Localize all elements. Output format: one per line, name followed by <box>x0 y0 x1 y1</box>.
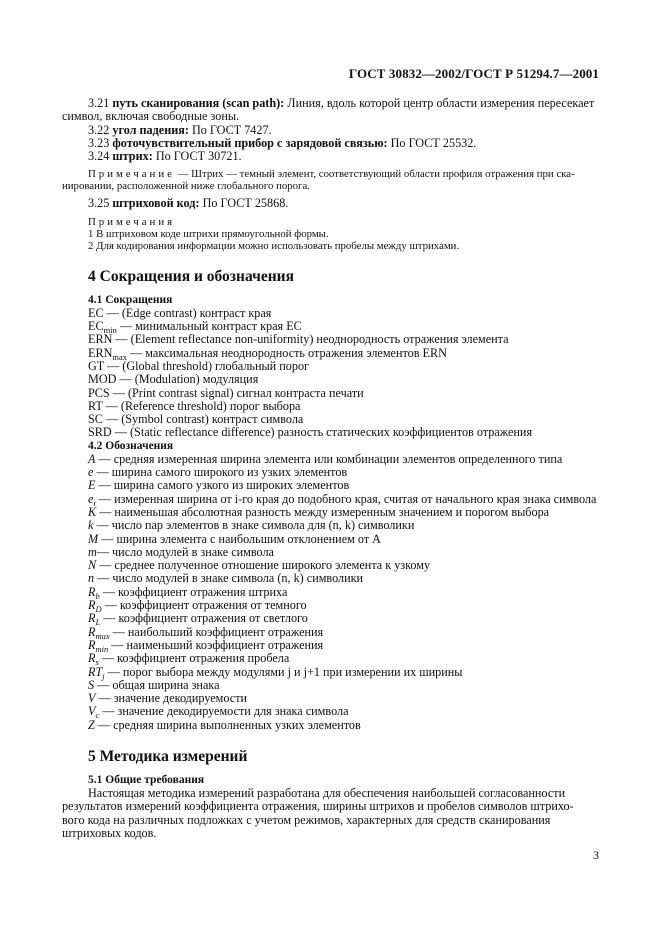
symbol-item: $e_i$ — измеренная ширина от i-го края до подобного края, считая от начального края знака символа <box>88 491 597 508</box>
term-definition: По ГОСТ 25532. <box>390 135 477 150</box>
term-definition: Линия, вдоль которой центр области измерения пересекает <box>287 96 595 110</box>
section-5-1-paragraph: Настоящая методика измерений разработана для обеспечения наибольшей согласованности результатов измерений коэффициента отражения, ширины штрихов и пробелов символов штрихо- вого кода на различных подложках с учетом режимов, характерных для средств сканирования штриховых кодов. <box>62 785 574 840</box>
abbr-item: EC — (Edge contrast) контраст края <box>88 305 272 320</box>
symbol-item: K — наименьшая абсолютная разность между измеренным значением и порогом выбора <box>88 504 550 519</box>
section-5-title: 5 Методика измерений <box>88 747 248 765</box>
term-name: штрих: <box>112 149 153 164</box>
note-item-1: 1 В штриховом коде штрихи прямоугольной формы. <box>88 227 329 240</box>
note-3-24 <box>62 168 599 192</box>
term-definition-cont: символ, включая свободные зоны. <box>62 109 240 124</box>
notes-label: Примечания <box>88 215 176 228</box>
symbol-item: M — ширина элемента с наибольшим отклонением от A <box>88 531 381 546</box>
symbol-item: $R_{max}$ — наибольший коэффициент отражения <box>88 624 324 641</box>
note-item-2: 2 Для кодирования информации можно использовать пробелы между штрихами. <box>88 239 460 252</box>
term-name: путь сканирования (scan path): <box>112 96 285 110</box>
symbol-item: V — значение декодируемости <box>88 691 248 706</box>
term-name: штриховой код: <box>112 196 200 211</box>
abbr-item: $EC_{min}$ — минимальный контраст края EC <box>88 319 302 336</box>
term-name: фоточувствительный прибор с зарядовой связью: <box>112 135 388 150</box>
symbol-item: S — общая ширина знака <box>88 677 220 692</box>
abbr-item: SC — (Symbol contrast) контраст символа <box>88 412 304 427</box>
symbol-item: $R_L$ — коэффициент отражения от светлого <box>88 611 308 628</box>
abbr-item: SRD — (Static reflectance difference) разность статических коэффициентов отражения <box>88 425 533 440</box>
abbr-item: $ERN_{max}$ — максимальная неоднородность отражения элементов ERN <box>88 345 447 362</box>
term-definition: По ГОСТ 7427. <box>191 122 272 137</box>
symbols-list <box>62 453 599 732</box>
page-number: 3 <box>593 848 599 862</box>
symbol-item: $R_D$ — коэффициент отражения от темного <box>88 598 307 615</box>
symbol-item: $R_{min}$ — наименьший коэффициент отражения <box>88 637 324 654</box>
term-number: 3.21 <box>88 96 110 110</box>
symbol-item: N — среднее полученное отношение широкого элемента к узкому <box>88 558 431 573</box>
term-3-23 <box>62 137 599 150</box>
term-number: 3.24 <box>88 149 110 164</box>
note-text: — Штрих — темный элемент, соответствующий области профиля отражения при ска- <box>177 168 575 181</box>
page-header: ГОСТ 30832—2002/ГОСТ Р 51294.7—2001 <box>348 66 599 81</box>
symbol-item: $R_b$ — коэффициент отражения штриха <box>88 584 288 601</box>
symbol-item: $V_c$ — значение декодируемости для знака символа <box>88 704 349 721</box>
section-4-1-title: 4.1 Сокращения <box>88 293 173 306</box>
symbol-item: k — число пар элементов в знаке символа для (n, k) символики <box>88 518 415 533</box>
term-number: 3.25 <box>88 196 110 211</box>
term-3-22 <box>62 124 599 137</box>
symbol-item: $R_s$ — коэффициент отражения пробела <box>88 651 290 668</box>
term-number: 3.23 <box>88 135 110 150</box>
term-name: угол падения: <box>112 122 189 137</box>
abbr-item: GT — (Global threshold) глобальный порог <box>88 358 310 373</box>
symbol-item: E — ширина самого узкого из широких элементов <box>88 478 350 493</box>
symbol-item: A — средняя измеренная ширина элемента или комбинации элементов определенного типа <box>88 451 563 466</box>
symbol-item: n — число модулей в знаке символа (n, k) символики <box>88 571 364 586</box>
abbr-item: ERN — (Element reflectance non-uniformity) неоднородность отражения элемента <box>88 332 509 347</box>
section-5-1-title: 5.1 Общие требования <box>88 773 205 786</box>
abbr-item: RT — (Reference threshold) порог выбора <box>88 398 301 413</box>
section-4-2-title: 4.2 Обозначения <box>88 439 174 452</box>
page-content <box>62 97 599 840</box>
term-number: 3.22 <box>88 122 110 137</box>
symbol-item: m— число модулей в знаке символа <box>88 544 274 559</box>
note-text-cont: нировании, расположенной ниже глобального порога. <box>62 180 310 193</box>
note-label: Примечание <box>88 168 175 181</box>
term-definition: По ГОСТ 30721. <box>155 149 242 164</box>
section-4-title: 4 Сокращения и обозначения <box>88 267 294 285</box>
abbr-item: MOD — (Modulation) модуляция <box>88 372 259 387</box>
symbol-item: $RT_j$ — порог выбора между модулями j и j+1 при измерении их ширины <box>88 664 463 681</box>
symbol-item: e — ширина самого широкого из узких элементов <box>88 465 348 480</box>
abbr-item: PCS — (Print contrast signal) сигнал контраста печати <box>88 385 364 400</box>
term-3-25 <box>62 197 599 210</box>
term-3-24 <box>62 150 599 163</box>
term-3-21 <box>62 97 599 124</box>
symbol-item: Z — средняя ширина выполненных узких элементов <box>88 717 361 732</box>
term-definition: По ГОСТ 25868. <box>202 196 289 211</box>
